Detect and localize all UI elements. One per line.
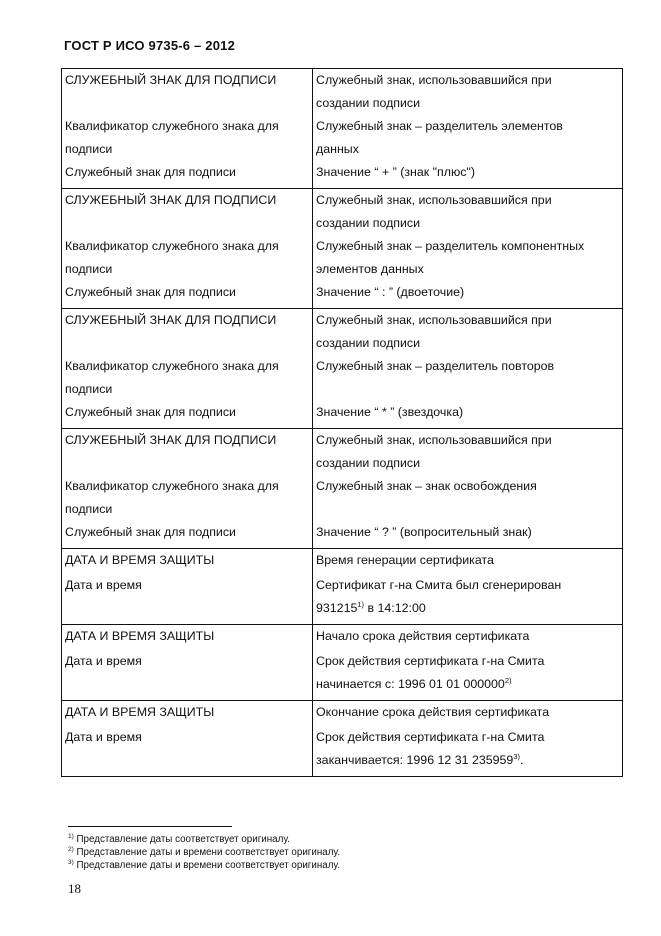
table-cell	[62, 401, 313, 429]
table-cell	[62, 161, 313, 189]
table-cell	[313, 69, 623, 116]
cell-text: Значение “ * ” (звездочка)	[316, 405, 464, 419]
document-header: ГОСТ Р ИСО 9735-6 – 2012	[64, 38, 235, 53]
cell-text: Служебный знак для подписи	[65, 525, 236, 539]
cell-text: Служебный знак – знак освобождения	[316, 479, 537, 493]
cell-text: Квалификатор служебного знака для	[65, 239, 279, 253]
cell-text: Служебный знак, использовавшийся при	[316, 433, 552, 447]
cell-text: создании подписи	[316, 216, 421, 230]
cell-text: Дата и время	[65, 654, 142, 668]
footnote-mark: 3)	[68, 859, 74, 866]
table-cell	[62, 549, 313, 625]
data-table	[61, 68, 623, 777]
table-cell	[62, 281, 313, 309]
cell-text: Квалификатор служебного знака для	[65, 479, 279, 493]
footnote-mark: 1)	[68, 833, 74, 840]
table-cell	[313, 281, 623, 309]
table-row	[62, 281, 623, 309]
table-cell	[62, 355, 313, 401]
segment-name: СЛУЖЕБНЫЙ ЗНАК ДЛЯ ПОДПИСИ	[65, 193, 277, 207]
cell-text: данных	[316, 142, 359, 156]
footnote-text: Представление даты и времени соответствует оригиналу.	[73, 860, 341, 871]
footnote-mark: 2)	[68, 846, 74, 853]
table-cell	[313, 161, 623, 189]
cell-text: Служебный знак – разделитель компонентных	[316, 239, 585, 253]
cell-text: в 14:12:00	[364, 601, 426, 615]
table-row	[62, 161, 623, 189]
cell-text: заканчивается: 1996 12 31 235959	[316, 753, 514, 767]
cell-text: Срок действия сертификата г-на Смита	[316, 730, 545, 744]
cell-text: Окончание срока действия сертификата	[316, 705, 550, 719]
cell-text: элементов данных	[316, 262, 424, 276]
table-cell	[313, 521, 623, 549]
table-cell	[62, 189, 313, 236]
footnote-reference: 2)	[504, 676, 512, 685]
cell-text: Служебный знак, использовавшийся при	[316, 73, 552, 87]
footnote-reference: 3)	[513, 752, 520, 761]
cell-text: создании подписи	[316, 456, 421, 470]
cell-text: Значение “ : ” (двоеточие)	[316, 285, 465, 299]
table-row	[62, 521, 623, 549]
table-row	[62, 701, 623, 777]
footnote	[68, 846, 340, 859]
table-row	[62, 429, 623, 476]
segment-name: СЛУЖЕБНЫЙ ЗНАК ДЛЯ ПОДПИСИ	[65, 433, 277, 447]
cell-text: создании подписи	[316, 96, 421, 110]
table-cell	[313, 189, 623, 236]
cell-text: подписи	[65, 262, 113, 276]
table-row	[62, 69, 623, 116]
cell-text: 931215	[316, 601, 358, 615]
table-cell	[313, 115, 623, 161]
cell-text: Служебный знак – разделитель элементов	[316, 119, 563, 133]
footnote-text: Представление даты и времени соответствует оригиналу.	[73, 847, 341, 858]
table-row	[62, 625, 623, 701]
cell-text: Служебный знак, использовавшийся при	[316, 313, 552, 327]
cell-text: Значение “ ? ” (вопросительный знак)	[316, 525, 532, 539]
cell-text: подписи	[65, 382, 113, 396]
table-row	[62, 309, 623, 356]
table-row	[62, 401, 623, 429]
table-cell	[313, 355, 623, 401]
table-cell	[313, 625, 623, 701]
table-cell	[62, 309, 313, 356]
table-cell	[313, 475, 623, 521]
footnote-text: Представление даты соответствует оригиналу.	[73, 834, 290, 845]
table-row	[62, 115, 623, 161]
footnote	[68, 859, 340, 872]
table-cell	[62, 701, 313, 777]
table-cell	[313, 401, 623, 429]
cell-text: Квалификатор служебного знака для	[65, 119, 279, 133]
cell-text: Дата и время	[65, 578, 142, 592]
cell-text: Начало срока действия сертификата	[316, 629, 530, 643]
table-cell	[62, 115, 313, 161]
table-cell	[313, 549, 623, 625]
segment-name: СЛУЖЕБНЫЙ ЗНАК ДЛЯ ПОДПИСИ	[65, 313, 277, 327]
cell-text: Дата и время	[65, 730, 142, 744]
table-cell	[62, 69, 313, 116]
footnote-divider	[68, 826, 232, 827]
page-number: 18	[68, 881, 81, 896]
cell-text: создании подписи	[316, 336, 421, 350]
table-cell	[62, 235, 313, 281]
table-cell	[313, 429, 623, 476]
table-cell	[62, 429, 313, 476]
cell-text: подписи	[65, 142, 113, 156]
cell-text: Служебный знак – разделитель повторов	[316, 359, 555, 373]
segment-name: СЛУЖЕБНЫЙ ЗНАК ДЛЯ ПОДПИСИ	[65, 73, 277, 87]
table-cell	[62, 625, 313, 701]
cell-text: Время генерации сертификата	[316, 553, 494, 567]
table-row	[62, 189, 623, 236]
cell-text: Служебный знак для подписи	[65, 165, 236, 179]
footnote	[68, 833, 340, 846]
segment-name: ДАТА И ВРЕМЯ ЗАЩИТЫ	[65, 553, 215, 567]
segment-name: ДАТА И ВРЕМЯ ЗАЩИТЫ	[65, 629, 215, 643]
cell-text: .	[520, 753, 524, 767]
table-cell	[62, 475, 313, 521]
cell-text: Срок действия сертификата г-на Смита	[316, 654, 545, 668]
table-row	[62, 355, 623, 401]
cell-text: подписи	[65, 502, 113, 516]
cell-text: Служебный знак, использовавшийся при	[316, 193, 552, 207]
cell-text: Значение “ + ” (знак "плюс")	[316, 165, 475, 179]
table-cell	[313, 701, 623, 777]
table-cell	[62, 521, 313, 549]
table-row	[62, 475, 623, 521]
cell-text: Сертификат г-на Смита был сгенерирован	[316, 578, 562, 592]
footnote-reference: 1)	[357, 600, 365, 609]
cell-text: Служебный знак для подписи	[65, 285, 236, 299]
table-row	[62, 549, 623, 625]
cell-text: Квалификатор служебного знака для	[65, 359, 279, 373]
segment-name: ДАТА И ВРЕМЯ ЗАЩИТЫ	[65, 705, 215, 719]
table-cell	[313, 309, 623, 356]
table-cell	[313, 235, 623, 281]
table-row	[62, 235, 623, 281]
cell-text: начинается с: 1996 01 01 000000	[316, 677, 505, 691]
footnotes	[68, 833, 340, 872]
cell-text: Служебный знак для подписи	[65, 405, 236, 419]
